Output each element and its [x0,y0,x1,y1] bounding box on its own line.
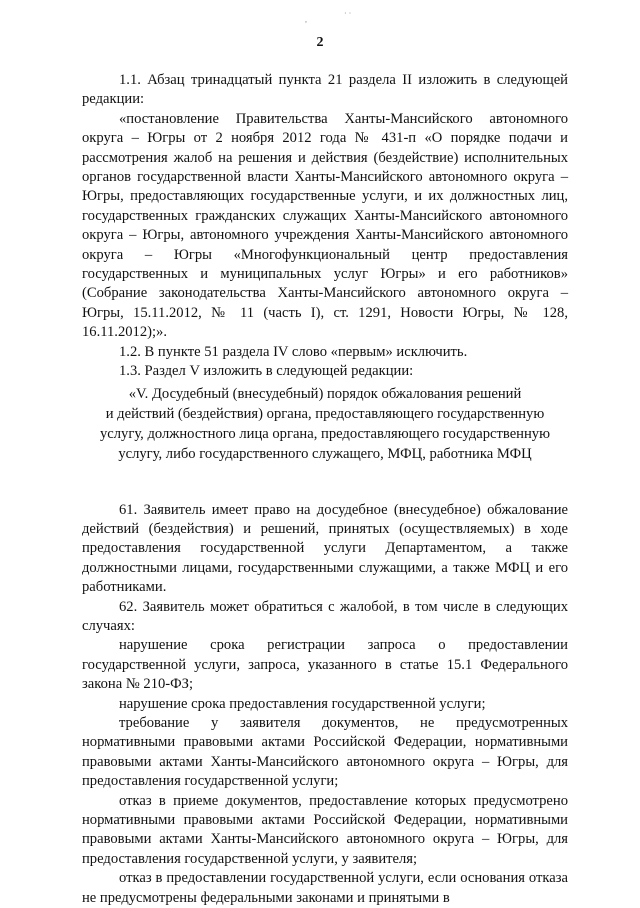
section-title [82,384,568,464]
section-title-line: и действий (бездействия) органа, предоставляющего государственную [105,405,545,422]
paragraph-1-1: 1.1. Абзац тринадцатый пункта 21 раздела II изложить в следующей редакции: [82,72,568,108]
scan-mark: · · [344,9,352,18]
section-title-line: услугу, должностного лица органа, предоставляющего государственную [99,425,550,442]
list-item: нарушение срока предоставления государственной услуги; [119,695,486,712]
section-title-line: «V. Досудебный (внесудебный) порядок обжалования решений [128,385,522,402]
scan-mark: , [305,15,307,24]
list-item: требование у заявителя документов, не предусмотренных нормативными правовыми актами Российской Федерации, нормативными правовыми актами Ханты-Мансийского автономного округа – Югры, для предоставления государственной услуги; [82,714,568,790]
paragraph-quote: «постановление Правительства Ханты-Мансийского автономного округа – Югры от 2 ноября 2012 года № 431-п «О порядке подачи и рассмотрения жалоб на решения и действия (бездействие) исполнительных органов государственной власти Ханты-Мансийского автономного округа – Югры, предоставляющих государственные услуги, и их должностных лиц, государственных гражданских служащих Ханты-Мансийского автономного округа – Югры, автономного учреждения Ханты-Мансийского автономного округа – Югры «Многофункциональный центр предоставления государственных и муниципальных услуг Югры» и его работников» (Собрание законодательства Ханты-Мансийского автономного округа – Югры, 15.11.2012, № 11 (часть I), ст. 1291, Новости Югры, № 128, 16.11.2012);». [82,110,568,341]
spacer [82,464,568,501]
section-title-line: услугу, либо государственного служащего, МФЦ, работника МФЦ [118,445,532,462]
list-item: отказ в предоставлении государственной услуги, если основания отказа не предусмотрены федеральными законами и принятыми в [82,870,568,906]
document-body [82,71,568,908]
paragraph-62: 62. Заявитель может обратиться с жалобой, в том числе в следующих случаях: [82,598,568,634]
page-number: 2 [316,35,324,50]
paragraph-1-2: 1.2. В пункте 51 раздела IV слово «первым» исключить. [119,343,468,360]
list-item: отказ в приеме документов, предоставление которых предусмотрено нормативными правовыми актами Российской Федерации, нормативными правовыми актами Ханты-Мансийского автономного округа – Югры, для предоставления государственной услуги, у заявителя; [82,792,568,867]
list-item: нарушение срока регистрации запроса о предоставлении государственной услуги, запроса, указанного в статье 15.1 Федерального закона № 210-ФЗ; [82,637,568,693]
paragraph-1-3: 1.3. Раздел V изложить в следующей редакции: [119,363,414,380]
paragraph-61: 61. Заявитель имеет право на досудебное (внесудебное) обжалование действий (бездействия) и решений, принятых (осуществляемых) в ходе предоставления государственной услуги Департаментом, а также должностными лицами, государственными служащими, а также МФЦ и его работниками. [82,501,568,596]
